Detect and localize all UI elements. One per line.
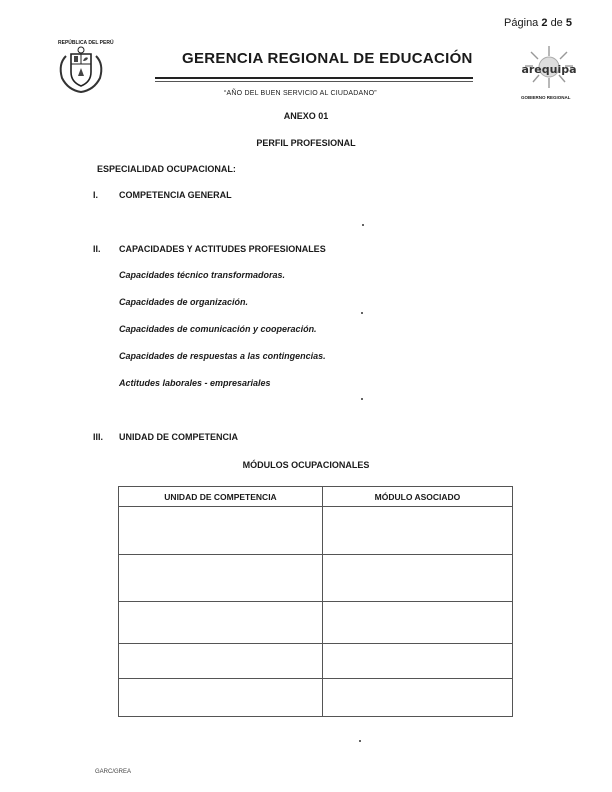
scan-speck bbox=[359, 740, 361, 742]
section-heading: COMPETENCIA GENERAL bbox=[119, 190, 232, 200]
year-motto: “AÑO DEL BUEN SERVICIO AL CIUDADANO” bbox=[224, 90, 377, 97]
svg-text:arequipa: arequipa bbox=[521, 63, 577, 76]
profile-title: PERFIL PROFESIONAL bbox=[256, 138, 356, 148]
capacity-item: Capacidades técnico transformadoras. bbox=[119, 270, 286, 280]
section-numeral: III. bbox=[93, 432, 104, 442]
header-rule-thin bbox=[155, 81, 473, 82]
table-row-divider bbox=[119, 601, 512, 602]
page-title: GERENCIA REGIONAL DE EDUCACIÓN bbox=[182, 50, 473, 67]
scan-speck bbox=[361, 398, 363, 400]
scan-speck bbox=[362, 224, 364, 226]
table-row-divider bbox=[119, 643, 512, 644]
modules-title: MÓDULOS OCUPACIONALES bbox=[242, 460, 370, 470]
column-header: UNIDAD DE COMPETENCIA bbox=[164, 492, 277, 502]
specialty-label: ESPECIALIDAD OCUPACIONAL: bbox=[97, 164, 236, 174]
modules-table bbox=[118, 486, 513, 717]
logo-caption: GOBIERNO REGIONAL bbox=[521, 95, 571, 100]
section-heading: CAPACIDADES Y ACTITUDES PROFESIONALES bbox=[119, 244, 326, 254]
table-row-divider bbox=[119, 554, 512, 555]
header-rule bbox=[155, 77, 473, 79]
arequipa-logo-icon bbox=[521, 44, 577, 90]
capacity-item: Capacidades de organización. bbox=[119, 297, 249, 307]
section-heading: UNIDAD DE COMPETENCIA bbox=[119, 432, 239, 442]
section-numeral: II. bbox=[93, 244, 101, 254]
capacity-item: Actitudes laborales - empresariales bbox=[119, 378, 271, 388]
seal-caption: REPÚBLICA DEL PERÚ bbox=[58, 40, 114, 46]
annex-title: ANEXO 01 bbox=[283, 111, 329, 121]
table-row-divider bbox=[119, 678, 512, 679]
peru-seal-icon bbox=[54, 42, 108, 96]
page-number: Página 2 de 5 bbox=[504, 17, 572, 29]
column-header: MÓDULO ASOCIADO bbox=[374, 492, 461, 502]
capacity-item: Capacidades de respuestas a las contingencias. bbox=[119, 351, 326, 361]
scan-speck bbox=[361, 312, 363, 314]
table-row-divider bbox=[119, 506, 512, 507]
section-numeral: I. bbox=[93, 190, 99, 200]
footer-code: GARC/GREA bbox=[95, 769, 132, 775]
capacity-item: Capacidades de comunicación y cooperación. bbox=[119, 324, 317, 334]
